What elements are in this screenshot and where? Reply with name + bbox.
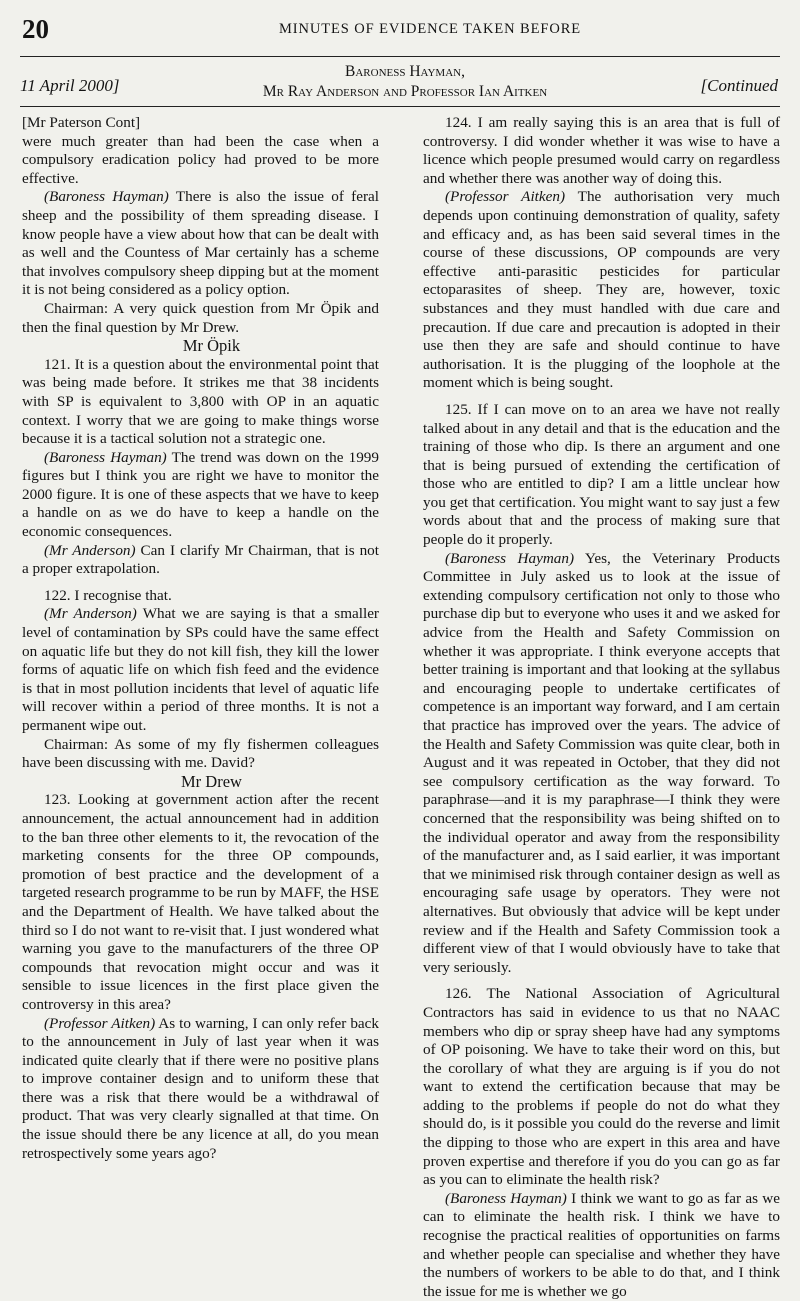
answer-text: The authorisation very much depends upon continuing demonstration of quality, safety and efficacy and, as has been said several times in the course of these discussions, OP compounds are very effective anti-parasitic pesticides for particular ectoparasites of sheep. They are, however, toxic substances and they must handled with due care and precaution. If due care and precaution is adopted in their use then they are safe and should continue to have authorisation. It is the plugging of the loophole at the moment which is being sought.	[423, 188, 780, 392]
witness-names	[170, 62, 640, 102]
answer-text: What we are saying is that a smaller level of contamination by SPs could have the same effect on aquatic life but they do not kill fish, they kill the lower forms of aquatic life on which fish feed and the evidence is that in most pollution incidents that level of aquatic life will recover within a period of three months. It is not a permanent wipe out.	[22, 605, 379, 734]
section-heading-opik: Mr Öpik	[182, 336, 241, 356]
right-column	[423, 114, 780, 1301]
header-rule-bottom	[20, 106, 780, 107]
speaker-tag: (Baroness Hayman)	[44, 448, 167, 466]
running-head	[22, 14, 778, 46]
speaker-tag: (Baroness Hayman)	[44, 188, 169, 206]
left-column	[22, 114, 379, 1163]
answer-text: Can I clarify Mr Chairman, that is not a proper extrapolation.	[22, 541, 379, 578]
speaker-tag: (Mr Anderson)	[44, 541, 136, 559]
paragraph: were much greater than had been the case when a compulsory eradication policy had proved to be more effective.	[22, 132, 379, 187]
speaker-tag: (Professor Aitken)	[445, 188, 566, 206]
answer-paragraph	[423, 188, 780, 393]
answer-text: Yes, the Veterinary Products Committee in July asked us to look at the issue of extending compulsory certification not only to those who purchase dip but to everyone who uses it and we asked for advice from the Health and Safety Commission on whether it was appropriate. I think everyone accepts that better training is important and that looking at the syllabus and encouraging people to undertake certificates of competence is an important way forward, and I am certain that practice has improved over the years. The advice of the Health and Safety Commission was quite clear, both in August and it was repeated in October, that they did not see compulsory certification as the way forward. To paraphrase—and it is my paraphrase—I think they were concerned that the responsibility was being shifted on to the individual operator and away from the responsibility of the manufacturer and, as I said earlier, it was important that we minimised risk through container design as well as encouraging safe usage by operators. They were not alternatives. But obviously that advice will be kept under review and if the Health and Safety Commission took a different view of that I would obviously have to take that very seriously.	[423, 549, 780, 976]
answer-paragraph	[22, 1015, 379, 1164]
running-title: MINUTES OF EVIDENCE TAKEN BEFORE	[278, 21, 582, 37]
header-rule-top	[20, 56, 780, 57]
answer-paragraph	[423, 1190, 780, 1301]
question-125: 125. If I can move on to an area we have not really talked about in any detail and that is the education and the training of those who dip. Is there an argument and one that is being pursued of extending the certification of those who are entitled to dip? I am a little unclear how you get that certification. You might want to say just a few words about that and the process of making sure that people do it properly.	[423, 400, 780, 549]
speaker-continuation: [Mr Paterson Cont]	[22, 114, 141, 131]
answer-text: There is also the issue of feral sheep and the possibility of them spreading disease. I know people have a view about how that can be dealt with as well and the Countess of Mar certainly has a scheme that involves compulsory sheep dipping but at the moment it is not being considered as a policy option.	[22, 188, 379, 299]
witness-line-1: Baroness Hayman,	[345, 63, 465, 80]
question-122: 122. I recognise that.	[44, 586, 172, 604]
question-126: 126. The National Association of Agricultural Contractors has said in evidence to us that no NAAC members who dip or spray sheep have had any symptoms of OP poisoning. We have to take their word on this, but the corollary of what they are arguing is if you do not want to extend the certification because that may be adding to the problems if people do not do what they should do, is it possible you could do the reverse and limit the dipping to those who are expert in this area and have proven expertise and therefore if you do you can go as far as you can to eliminate the health risk?	[423, 985, 780, 1189]
question-121: 121. It is a question about the environmental point that was being made before. It strikes me that 38 incidents with SP is equivalent to 3,800 with OP in an aquatic context. I worry that we are going to make things worse because it is a tactical solution not a strategic one.	[22, 355, 379, 448]
speaker-tag: (Professor Aitken)	[44, 1014, 156, 1032]
answer-paragraph	[22, 605, 379, 735]
question-123: 123. Looking at government action after the recent announcement, the actual announcement had in addition to the ban three other elements to it, the revocation of the marketing consents for the three OP compounds, promotion of best practice and the development of a targeted research programme to be run by MAFF, the HSE and the Department of Health. We have talked about the third so I do not want to re-visit that. I just wondered what warning you gave to the manufacturers of the three OP compounds that revocation might occur and was it sensible to issue licences in the first place given the controversy in this area?	[22, 791, 379, 1013]
answer-text: As to warning, I can only refer back to the announcement in July of last year when it was indicated quite clearly that if there were no positive plans to improve container design and to uniform these that there was a risk that there would be a withdrawal of product. That was very clearly signalled at that time. On the issue should there be any licence at all, do you mean retrospectively some years ago?	[22, 1014, 380, 1162]
page-number: 20	[22, 14, 49, 44]
answer-paragraph	[22, 449, 379, 542]
speaker-tag: (Baroness Hayman)	[445, 549, 575, 567]
answer-text: I think we want to go as far as we can to eliminate the health risk. I think we have to recognise the practical realities of opportunities on farms and whether people can specialise and whether they have the numbers of workers to be able to do that, and I think the issue for me is whether we go	[423, 1189, 780, 1300]
chairman-paragraph: Chairman: As some of my fly fishermen colleagues have been discussing with me. David?	[22, 735, 379, 772]
answer-text: The trend was down on the 1999 figures but I think you are right we have to monitor the 2000 figure. It is one of these aspects that we have to keep a handle on as we do have to keep a handle on the economic consequences.	[22, 448, 379, 541]
speaker-tag: (Mr Anderson)	[44, 605, 137, 623]
session-date: 11 April 2000]	[20, 76, 120, 95]
chairman-paragraph: Chairman: A very quick question from Mr Öpik and then the final question by Mr Drew.	[22, 299, 379, 336]
speaker-tag: (Baroness Hayman)	[445, 1189, 567, 1207]
answer-paragraph	[22, 542, 379, 579]
answer-paragraph	[22, 188, 379, 300]
question-124: 124. I am really saying this is an area that is full of controversy. I did wonder whether it was wise to have a licence which people presumed would carry on regardless and whether there was another way of doing this.	[423, 114, 780, 187]
answer-paragraph	[423, 550, 780, 978]
witness-line-2: Mr Ray Anderson and Professor Ian Aitken	[262, 83, 548, 100]
section-heading-drew: Mr Drew	[181, 771, 242, 791]
continued-marker: [Continued	[700, 76, 778, 95]
session-header	[20, 60, 780, 106]
